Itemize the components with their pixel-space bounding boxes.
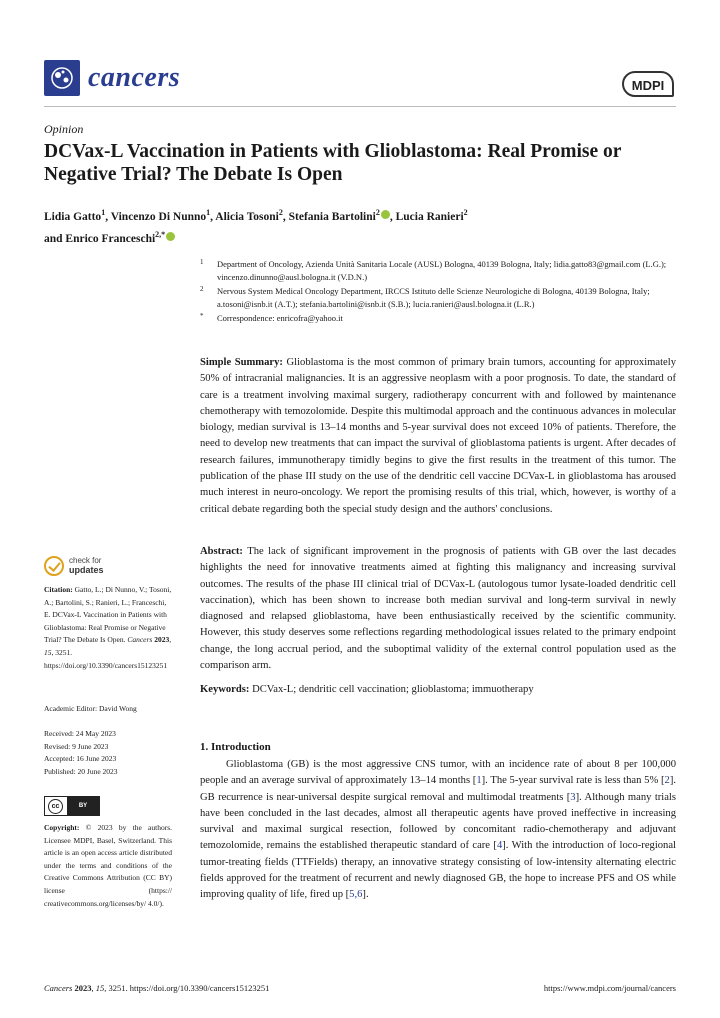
introduction-paragraph bbox=[200, 757, 676, 904]
affiliation-text: Correspondence: enricofra@yahoo.it bbox=[217, 313, 343, 323]
citation-year: 2023 bbox=[154, 635, 170, 645]
affiliations bbox=[200, 258, 670, 327]
intro-text-4: ]. Although many trials have been concluded in the last decades, almost all therapeutic agents have proved ineffective in increasing survival and maximal surgical resection, followed by concomitant radio-chemotherapy and adjuvant temozolomide, remains the established therapeutic standard of care [ bbox=[200, 791, 677, 852]
simple-summary-label: Simple Summary: bbox=[200, 357, 283, 368]
citation-block: Citation: Gatto, L.; Di Nunno, V.; Tosoni, A.; Bartolini, S.; Ranieri, L.; Franceschi, E. DCVax-L Vaccination in Patients with Glioblastoma: Real Promise or Negative Trial? The Debate Is Open. Cancers 2023, 15, 3251. https://doi.org/10.3390/cancers15123251 bbox=[44, 585, 172, 670]
author-affiliation-sup: 1 bbox=[206, 208, 211, 217]
footer-citation: Cancers 2023, 15, 3251. https://doi.org/10.3390/cancers15123251 bbox=[44, 983, 270, 993]
citation-journal: Cancers bbox=[127, 635, 153, 645]
author-list bbox=[44, 204, 664, 248]
keywords bbox=[200, 682, 676, 698]
copyright-label: Copyright: bbox=[44, 823, 80, 832]
author-name[interactable]: and Enrico Franceschi bbox=[44, 232, 156, 245]
footer-journal: Cancers bbox=[44, 983, 73, 993]
reference-link[interactable]: 1 bbox=[476, 775, 482, 787]
affiliation-item bbox=[200, 285, 670, 310]
author-separator: , bbox=[105, 210, 111, 223]
citation-doi[interactable]: , 3251. https://doi.org/10.3390/cancers15123251 bbox=[44, 647, 168, 670]
intro-text-6: ]. bbox=[362, 889, 369, 901]
orcid-icon[interactable] bbox=[166, 232, 175, 241]
updates-line2: updates bbox=[69, 565, 104, 575]
author-name[interactable]: Lucia Ranieri bbox=[395, 210, 464, 223]
reference-link[interactable]: 5,6 bbox=[349, 889, 363, 901]
updates-line1: check for bbox=[69, 556, 102, 565]
author-separator: , bbox=[389, 210, 396, 223]
citation-label: Citation: bbox=[44, 585, 73, 594]
reference-link[interactable]: 4 bbox=[496, 840, 503, 852]
author-name[interactable]: Vincenzo Di Nunno bbox=[110, 210, 207, 223]
author-affiliation-sup: 2 bbox=[375, 208, 380, 217]
publisher-logo[interactable]: MDPI bbox=[622, 71, 674, 97]
author-affiliation-sup: 2 bbox=[278, 208, 283, 217]
cc-by-license-badge[interactable] bbox=[44, 796, 100, 816]
reference-link[interactable]: 3 bbox=[570, 791, 576, 803]
simple-summary bbox=[200, 355, 676, 518]
section-heading-introduction: 1. Introduction bbox=[200, 741, 271, 753]
copyright-text: © 2023 by the authors. Licensee MDPI, Basel, Switzerland. This article is an open access article distributed under the terms and conditions of the Creative Commons Attribution (CC BY) license (https:// creativecommons.org/licenses/by/ 4.0/). bbox=[44, 823, 172, 908]
simple-summary-text: Glioblastoma is the most common of primary brain tumors, accounting for approximately 50% of intracranial malignancies. It is an aggressive neoplasm with a poor prognosis. To date, the standard of care is a treatment involving maximal surgery, radiotherapy concurrent with and followed by maintenance chemotherapy with temozolomide. Despite this multimodal approach and the continuous advances in molecular biology, median survival is 13–14 months and 5-year survival does not exceed 10% of patients. Therefore, the need to develop new treatments that can impact the survival of glioblastoma patients is urgent. After decades of research failures, immunotherapy timidly begins to give the first results in the treatment of this tumor. The publication of the phase III study on the use of the dendritic cell vaccine DCVax-L in glioblastoma has aroused much interest in neuro-oncology. We report the promising results of this trial, which, however, is worthy of a critical debate regarding both the special study design and the authors' conclusions. bbox=[200, 357, 677, 515]
affiliation-number: * bbox=[200, 312, 204, 320]
citation-volume: 15 bbox=[44, 647, 52, 657]
creative-commons-icon: cc bbox=[48, 799, 63, 814]
attribution-icon: BY bbox=[67, 796, 99, 816]
author-name[interactable]: Lidia Gatto bbox=[44, 210, 102, 223]
cancers-journal-logo-icon bbox=[44, 60, 80, 96]
author-affiliation-sup: 1 bbox=[101, 208, 106, 217]
abstract bbox=[200, 544, 676, 674]
affiliation-number: 1 bbox=[200, 258, 204, 266]
intro-text-2: ]. The 5-year survival rate is less than 5% [ bbox=[481, 775, 665, 787]
reference-link[interactable]: 2 bbox=[664, 775, 670, 787]
copyright-block bbox=[44, 822, 172, 910]
footer-volume: 15 bbox=[95, 983, 105, 993]
date-line: Accepted: 16 June 2023 bbox=[44, 754, 117, 764]
author-affiliation-sup: 2,* bbox=[155, 229, 166, 239]
footer-doi[interactable]: , 3251. https://doi.org/10.3390/cancers15123251 bbox=[104, 983, 270, 993]
abstract-label: Abstract: bbox=[200, 546, 243, 557]
keywords-text: DCVax-L; dendritic cell vaccination; glioblastoma; immuotherapy bbox=[252, 684, 534, 695]
keywords-label: Keywords: bbox=[200, 684, 250, 695]
abstract-text: The lack of significant improvement in the prognosis of patients with GB over the last decades highlights the need for innovative treatments aimed at fighting this malignancy and increasing survival outcomes. The results of the phase III clinical trial of DCVax-L (autologous tumor lysate-loaded dendritic cell vaccination), which has been shown to increase both median survival and long-term survival in newly diagnosed and relapsed glioblastoma, have been enthusiastically received by the scientific community. However, this study deserves some reflections regarding methodological issues related to the primary endpoint change, the long accrual period, and the suboptimal validity of the external control population used as the comparison arm. bbox=[200, 546, 676, 672]
footer-year: 2023 bbox=[74, 983, 92, 993]
author-separator: , bbox=[282, 210, 289, 223]
article-type: Opinion bbox=[44, 122, 84, 136]
author-affiliation-sup: 2 bbox=[463, 208, 468, 217]
intro-text-1: Glioblastoma (GB) is the most aggressive CNS tumor, with an incidence rate of about 8 per 100,000 people and an average survival of approximately 13–14 months [ bbox=[200, 759, 676, 787]
affiliation-number: 2 bbox=[200, 285, 204, 293]
footer-journal-url[interactable]: https://www.mdpi.com/journal/cancers bbox=[543, 983, 676, 993]
check-for-updates-button[interactable] bbox=[44, 554, 154, 580]
intro-text-5: ]. With the introduction of loco-regional tumor-treating fields (TTFields) therapy, an innovative strategy consisting of low-intensity alternating electric fields approved for the treatment of recurrent and newly diagnosed GB, the hope to increase PFS and OS while improving quality of life, fired up [ bbox=[200, 840, 677, 901]
header-divider bbox=[44, 106, 676, 107]
journal-name[interactable]: cancers bbox=[88, 62, 181, 93]
academic-editor: Academic Editor: David Wong bbox=[44, 704, 137, 713]
author-name[interactable]: Stefania Bartolini bbox=[288, 210, 376, 223]
affiliation-item bbox=[200, 258, 670, 283]
citation-text: Gatto, L.; Di Nunno, V.; Tosoni, A.; Bartolini, S.; Ranieri, L.; Franceschi, E. DCVax-L Vaccination in Patients with Glioblastoma: Real Promise or Negative Trial? The Debate Is Open. bbox=[44, 585, 172, 645]
date-line: Published: 20 June 2023 bbox=[44, 766, 118, 776]
date-line: Revised: 9 June 2023 bbox=[44, 741, 109, 751]
author-name[interactable]: Alicia Tosoni bbox=[215, 210, 279, 223]
article-title: DCVax-L Vaccination in Patients with Glioblastoma: Real Promise or Negative Trial? The Debate Is Open bbox=[44, 141, 622, 185]
affiliation-item bbox=[200, 312, 670, 325]
orcid-icon[interactable] bbox=[381, 210, 390, 219]
journal-logo-graphic bbox=[44, 60, 80, 96]
date-line: Received: 24 May 2023 bbox=[44, 729, 116, 738]
author-separator: , bbox=[210, 210, 216, 223]
check-updates-icon bbox=[44, 556, 64, 576]
intro-text-3: ]. GB recurrence is near-universal despite surgical removal and multimodal treatments [ bbox=[200, 775, 676, 803]
publication-dates bbox=[44, 728, 174, 778]
affiliation-text: Nervous System Medical Oncology Department, IRCCS Istituto delle Scienze Neurologiche di Bologna, 40139 Bologna, Italy; a.tosoni@isnb.it (A.T.); stefania.bartolini@isnb.it (S.B.); lucia.ranieri@ausl.bologna.it (L.R.) bbox=[217, 286, 650, 309]
affiliation-text: Department of Oncology, Azienda Unità Sanitaria Locale (AUSL) Bologna, 40139 Bologna, Italy; lidia.gatto83@gmail.com (L.G.); vincenzo.dinunno@ausl.bologna.it (V.D.N.) bbox=[217, 259, 667, 282]
